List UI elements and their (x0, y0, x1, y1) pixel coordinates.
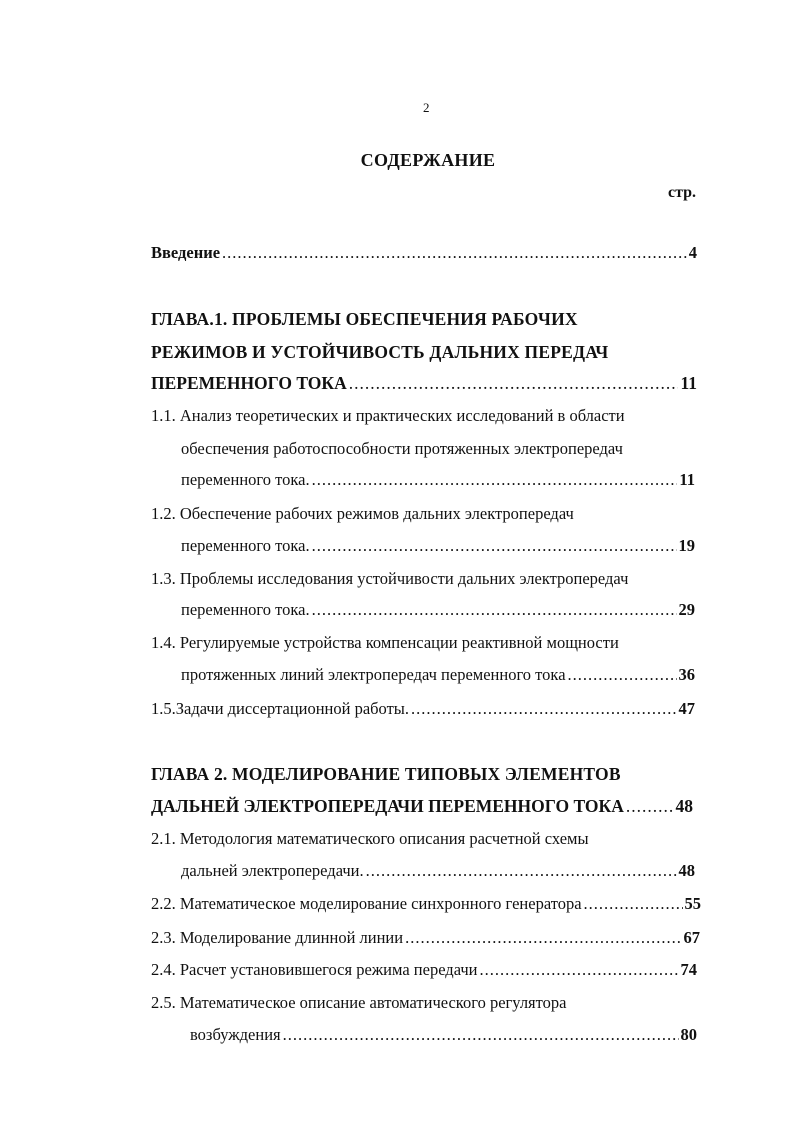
toc-entry-text: протяженных линий электропередач переменного тока (181, 665, 566, 684)
chapter1-heading-line1: ГЛАВА.1. ПРОБЛЕМЫ ОБЕСПЕЧЕНИЯ РАБОЧИХ (151, 309, 578, 329)
toc-entry-page: 11 (679, 470, 695, 489)
toc-entry-text: переменного тока. (181, 470, 310, 489)
toc-entry-page: 4 (688, 243, 697, 262)
toc-entry-page: 80 (680, 1025, 697, 1044)
page-number: 2 (423, 100, 430, 115)
toc-entry-text: 1.5.Задачи диссертационной работы. (151, 699, 410, 718)
toc-section-2-1-line2 (181, 861, 695, 881)
chapter2-heading-line1: ГЛАВА 2. МОДЕЛИРОВАНИЕ ТИПОВЫХ ЭЛЕМЕНТОВ (151, 764, 621, 784)
toc-entry-page: 48 (675, 796, 693, 816)
toc-section-2-5-line1: 2.5. Математическое описание автоматического регулятора (151, 993, 567, 1012)
toc-entry-text: 2.2. Математическое моделирование синхронного генератора (151, 894, 582, 913)
toc-entry-text: ПЕРЕМЕННОГО ТОКА (151, 373, 347, 393)
toc-entry-page: 74 (680, 960, 697, 979)
toc-entry-page: 48 (678, 861, 695, 880)
toc-section-2-4 (151, 960, 697, 980)
toc-entry-page: 67 (683, 928, 700, 947)
toc-section-1-5 (151, 699, 695, 719)
toc-section-2-3 (151, 928, 700, 948)
toc-section-1-4-line2 (181, 665, 695, 685)
toc-section-2-1-line1: 2.1. Методология математического описания расчетной схемы (151, 829, 589, 848)
toc-section-1-2-line1: 1.2. Обеспечение рабочих режимов дальних электропередач (151, 504, 574, 523)
toc-entry-text: 2.4. Расчет установившегося режима передачи (151, 960, 478, 979)
toc-entry-text: переменного тока. (181, 536, 310, 555)
toc-section-1-1-line3 (181, 470, 695, 490)
toc-section-1-3-line1: 1.3. Проблемы исследования устойчивости дальних электропередач (151, 569, 629, 588)
page-column-label: стр. (668, 184, 697, 201)
toc-entry-page: 11 (680, 373, 697, 393)
page-title: СОДЕРЖАНИЕ (360, 150, 496, 170)
toc-section-1-1-line1: 1.1. Анализ теоретических и практических исследований в области (151, 406, 625, 425)
toc-entry-page: 19 (678, 536, 695, 555)
toc-entry-text: Введение (151, 243, 221, 262)
toc-section-1-4-line1: 1.4. Регулируемые устройства компенсации реактивной мощности (151, 633, 619, 652)
toc-entry-text: дальней электропередачи. (181, 861, 364, 880)
toc-entry-page: 47 (678, 699, 695, 718)
toc-entry-text: переменного тока. (181, 600, 310, 619)
toc-entry-text: 2.3. Моделирование длинной линии (151, 928, 404, 947)
chapter1-heading-line2: РЕЖИМОВ И УСТОЙЧИВОСТЬ ДАЛЬНИХ ПЕРЕДАЧ (151, 342, 609, 362)
toc-section-1-1-line2: обеспечения работоспособности протяженных электропередач (181, 439, 623, 458)
toc-section-2-2 (151, 894, 701, 914)
chapter2-heading-line2 (151, 796, 693, 817)
toc-entry-page: 29 (678, 600, 695, 619)
toc-entry-intro (151, 243, 697, 263)
chapter1-heading-line3 (151, 373, 697, 394)
toc-section-1-3-line2 (181, 600, 695, 620)
toc-section-1-2-line2 (181, 536, 695, 556)
toc-entry-text: возбуждения (190, 1025, 281, 1044)
toc-section-2-5-line2 (190, 1025, 697, 1045)
toc-entry-page: 36 (678, 665, 695, 684)
toc-entry-text: ДАЛЬНЕЙ ЭЛЕКТРОПЕРЕДАЧИ ПЕРЕМЕННОГО ТОКА (151, 796, 624, 816)
toc-entry-page: 55 (684, 894, 701, 913)
